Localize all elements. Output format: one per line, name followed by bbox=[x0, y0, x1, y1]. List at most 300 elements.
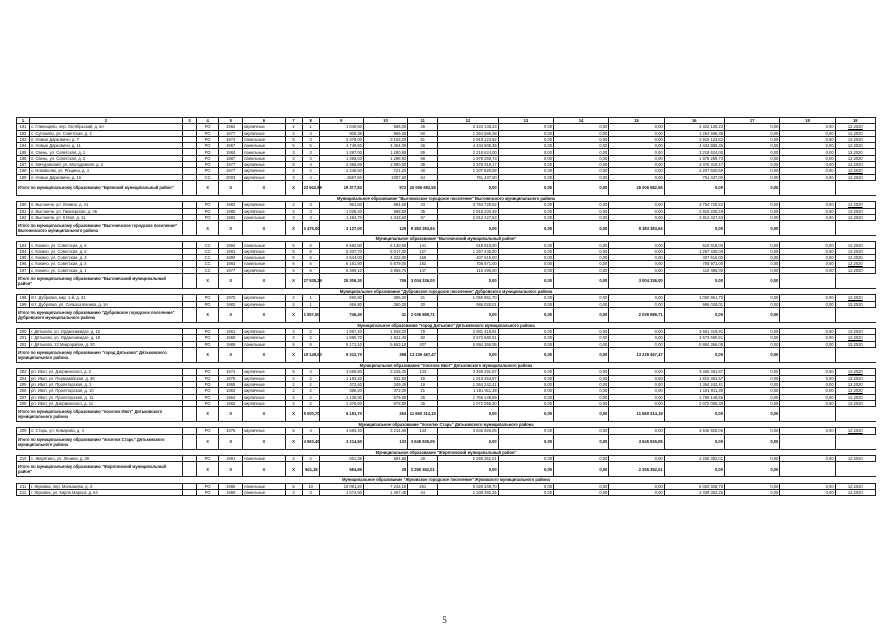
table-cell: 0,00 bbox=[724, 208, 779, 214]
table-cell: 2 bbox=[302, 335, 319, 341]
table-cell: 0,00 bbox=[780, 455, 835, 461]
table-cell: 932,50 bbox=[363, 375, 407, 381]
table-cell: 1 497,40 bbox=[363, 489, 407, 495]
column-number-header: 18 bbox=[780, 118, 835, 124]
address-cell: рп. Ивот, ул. Пролетарская, д. 11 bbox=[30, 394, 183, 400]
column-number-header: 13 bbox=[498, 118, 553, 124]
table-cell: 2 bbox=[302, 394, 319, 400]
table-cell: 12.2020 bbox=[835, 335, 875, 341]
subtotal-cell: 3 645 926,05 bbox=[609, 434, 664, 449]
table-cell: 1 286,92 bbox=[363, 155, 407, 161]
subtotal-cell: 27 935,29 bbox=[302, 273, 319, 288]
table-cell: 3 645 926,05 bbox=[664, 428, 724, 434]
column-number-header: 11 bbox=[408, 118, 438, 124]
table-cell: 0,00 bbox=[554, 162, 609, 168]
table-cell: 1 821,40 bbox=[363, 335, 407, 341]
subtotal-cell: X bbox=[219, 273, 243, 288]
table-cell: 1 181 911,39 bbox=[664, 388, 724, 394]
subtotal-cell: 29 bbox=[363, 462, 407, 477]
column-number-header: 3 bbox=[182, 118, 196, 124]
table-cell: 36 bbox=[408, 143, 438, 149]
subtotal-cell: 0,00 bbox=[438, 434, 498, 449]
table-cell: 0,00 bbox=[609, 168, 664, 174]
table-cell: 0,00 bbox=[498, 214, 553, 220]
column-number-header: 19 bbox=[835, 118, 875, 124]
table-cell: 1 040,60 bbox=[319, 124, 363, 130]
table-cell: СС bbox=[197, 267, 219, 273]
table-cell: 0,00 bbox=[554, 214, 609, 220]
subtotal-cell: 3 127,00 bbox=[319, 221, 363, 236]
table-cell: 4 bbox=[302, 428, 319, 434]
subtotal-cell: 13 239 467,47 bbox=[609, 348, 664, 363]
table-cell: кирпичные bbox=[243, 394, 285, 400]
table-cell: 6 020 348,70 bbox=[664, 483, 724, 489]
subtotal-cell: 0,00 bbox=[554, 462, 609, 477]
subtotal-row bbox=[17, 273, 876, 288]
table-cell: 0,00 bbox=[780, 388, 835, 394]
table-cell: 0,00 bbox=[554, 208, 609, 214]
table-cell: 0,00 bbox=[609, 155, 664, 161]
table-cell: 590,80 bbox=[319, 295, 363, 301]
table-cell: 0,00 bbox=[724, 489, 779, 495]
table-cell: РО bbox=[197, 369, 219, 375]
table-cell: 0,00 bbox=[498, 174, 553, 180]
table-cell: 0,00 bbox=[554, 455, 609, 461]
table-cell: 0,00 bbox=[780, 155, 835, 161]
table-cell: 1964 bbox=[219, 394, 243, 400]
table-cell: 3 bbox=[302, 155, 319, 161]
table-cell: 60 bbox=[408, 130, 438, 136]
subtotal-cell: 2 255 352,01 bbox=[609, 462, 664, 477]
subtotal-cell: 0,00 bbox=[664, 462, 724, 477]
table-cell: кирпичные bbox=[243, 400, 285, 406]
table-cell: 200 bbox=[17, 329, 30, 335]
table-cell: 1 264 596,38 bbox=[438, 130, 498, 136]
table-cell: 5 bbox=[285, 341, 302, 347]
table-cell: 0,00 bbox=[609, 202, 664, 208]
table-cell: 133 bbox=[408, 428, 438, 434]
table-cell: 141 bbox=[408, 242, 438, 248]
table-cell: РО bbox=[197, 483, 219, 489]
table-cell: 0,00 bbox=[554, 242, 609, 248]
table-cell: 0,00 bbox=[724, 202, 779, 208]
subtotal-cell: X bbox=[285, 307, 302, 322]
column-number-header: 7 bbox=[285, 118, 302, 124]
table-cell bbox=[182, 434, 196, 449]
table-cell: 386,20 bbox=[319, 388, 363, 394]
table-cell: 1 135,90 bbox=[319, 394, 363, 400]
table-cell: 5 879,00 bbox=[363, 261, 407, 267]
table-cell: 210 bbox=[17, 455, 30, 461]
table-cell: 12.2020 bbox=[835, 162, 875, 168]
table-cell: 372,00 bbox=[363, 388, 407, 394]
table-cell: панельные bbox=[243, 455, 285, 461]
table-cell: РО bbox=[197, 214, 219, 220]
subtotal-cell: 0,00 bbox=[498, 348, 553, 363]
table-cell: 6 130,80 bbox=[363, 242, 407, 248]
table-cell: 0,00 bbox=[498, 255, 553, 261]
table-cell: 21 bbox=[408, 295, 438, 301]
table-cell: 4 322,80 bbox=[363, 255, 407, 261]
subtotal-cell: 0,00 bbox=[498, 180, 553, 195]
table-cell: 3 bbox=[302, 214, 319, 220]
table-cell: 40 bbox=[408, 168, 438, 174]
subtotal-cell: X bbox=[285, 434, 302, 449]
table-cell: 1 050 961,70 bbox=[438, 295, 498, 301]
subtotal-cell: 0,00 bbox=[664, 348, 724, 363]
table-cell: 0,00 bbox=[724, 174, 779, 180]
table-cell: 906,38 bbox=[319, 130, 363, 136]
table-cell: 5 bbox=[285, 136, 302, 142]
table-cell: 0,00 bbox=[609, 143, 664, 149]
table-cell: 4 bbox=[302, 369, 319, 375]
table-cell: 1990 bbox=[219, 255, 243, 261]
table-cell: СС bbox=[197, 174, 219, 180]
table-cell: 12.2020 bbox=[835, 248, 875, 254]
table-cell: 193 bbox=[17, 242, 30, 248]
table-cell: 0,00 bbox=[498, 143, 553, 149]
subtotal-cell: X bbox=[197, 307, 219, 322]
table-cell: РО bbox=[197, 136, 219, 142]
table-cell: 192 bbox=[17, 214, 30, 220]
subtotal-cell: 0,00 bbox=[498, 221, 553, 236]
table-cell: 661,36 bbox=[319, 455, 363, 461]
table-cell: 2 bbox=[285, 202, 302, 208]
table-cell: 372,40 bbox=[319, 381, 363, 387]
table-cell: 12.2020 bbox=[835, 143, 875, 149]
table-cell: 0,00 bbox=[498, 375, 553, 381]
table-cell: 0,00 bbox=[724, 295, 779, 301]
table-cell: 1965 bbox=[219, 335, 243, 341]
table-cell: 5 bbox=[285, 242, 302, 248]
subtotal-cell: X bbox=[197, 180, 219, 195]
table-cell: 2 bbox=[285, 394, 302, 400]
subtotal-row bbox=[17, 348, 876, 363]
subtotal-cell: 11 660 314,19 bbox=[609, 407, 664, 422]
subtotal-cell: 661,36 bbox=[302, 462, 319, 477]
column-number-header: 9 bbox=[319, 118, 363, 124]
subtotal-cell: 41 bbox=[363, 307, 407, 322]
table-cell: 12.2020 bbox=[835, 168, 875, 174]
table-cell: 1977 bbox=[219, 130, 243, 136]
table-cell: 3 153,20 bbox=[363, 136, 407, 142]
table-cell: 0,00 bbox=[780, 168, 835, 174]
table-cell: 1 364 242,41 bbox=[438, 381, 498, 387]
table-cell: 0,00 bbox=[780, 483, 835, 489]
table-cell: 2 255 352,01 bbox=[664, 455, 724, 461]
table-cell: 20 bbox=[408, 301, 438, 307]
table-cell: 0,00 bbox=[609, 489, 664, 495]
table-cell: 0,00 bbox=[780, 400, 835, 406]
table-cell: 2 bbox=[285, 168, 302, 174]
table-cell: 1 bbox=[302, 124, 319, 130]
table-cell: кирпичные bbox=[243, 335, 285, 341]
table-cell: 0,00 bbox=[724, 255, 779, 261]
table-cell: 3 465 491,87 bbox=[438, 369, 498, 375]
table-cell: 708 971,00 bbox=[438, 261, 498, 267]
table-cell: кирпичные bbox=[243, 162, 285, 168]
address-cell: п. Новые Дарковичи, д. 7 bbox=[30, 136, 183, 142]
table-cell: 1967 bbox=[219, 143, 243, 149]
subtotal-cell: 0,00 bbox=[498, 407, 553, 422]
table-cell: 12.2020 bbox=[835, 267, 875, 273]
table-cell: 2 207 820,69 bbox=[438, 168, 498, 174]
subtotal-cell: 2 255 352,01 bbox=[408, 462, 438, 477]
table-cell: 45 bbox=[408, 124, 438, 130]
table-cell: 0,00 bbox=[609, 248, 664, 254]
table-cell bbox=[780, 307, 835, 322]
table-cell: 0,00 bbox=[554, 130, 609, 136]
table-cell: 865,60 bbox=[363, 130, 407, 136]
table-cell: 251 bbox=[408, 483, 438, 489]
table-cell: РО bbox=[197, 162, 219, 168]
table-cell: 0,00 bbox=[780, 255, 835, 261]
table-cell: РО bbox=[197, 394, 219, 400]
table-cell: 579,80 bbox=[363, 394, 407, 400]
table-cell: 12.2020 bbox=[835, 394, 875, 400]
subtotal-cell: X bbox=[219, 407, 243, 422]
column-number-header: 6 bbox=[243, 118, 285, 124]
table-cell: 0,00 bbox=[498, 329, 553, 335]
table-cell: 1 376,00 bbox=[319, 400, 363, 406]
table-cell: 0,00 bbox=[498, 168, 553, 174]
subtotal-cell: 10 149,00 bbox=[302, 348, 319, 363]
table-cell: 0,00 bbox=[554, 400, 609, 406]
table-cell: 2 919 123,82 bbox=[438, 136, 498, 142]
subtotal-cell: 0,00 bbox=[438, 462, 498, 477]
table-cell: 12.2020 bbox=[835, 400, 875, 406]
table-cell: 3 376 319,17 bbox=[438, 162, 498, 168]
table-cell: панельные bbox=[243, 149, 285, 155]
column-number-header: 4 bbox=[197, 118, 219, 124]
table-cell: 0,00 bbox=[554, 369, 609, 375]
table-cell: 0,00 bbox=[554, 136, 609, 142]
table-cell: 1 050 961,70 bbox=[664, 295, 724, 301]
table-cell: 1953 bbox=[219, 388, 243, 394]
table-cell: 3 956,70 bbox=[363, 267, 407, 273]
table-cell: 6 020 348,70 bbox=[438, 483, 498, 489]
table-cell: 25 bbox=[408, 394, 438, 400]
column-number-header: 15 bbox=[609, 118, 664, 124]
table-cell: 147 bbox=[408, 267, 438, 273]
table-cell: 3 bbox=[285, 174, 302, 180]
table-cell: кирпичные bbox=[243, 295, 285, 301]
table-cell: кирпичные bbox=[243, 124, 285, 130]
subtotal-cell: 0,00 bbox=[724, 434, 779, 449]
subtotal-cell: 0,00 bbox=[438, 348, 498, 363]
table-cell: 2 218 624,00 bbox=[664, 149, 724, 155]
subtotal-row bbox=[17, 462, 876, 477]
address-cell: с. Супонево, ул. Советская, д. 4 bbox=[30, 130, 183, 136]
section-heading: Муниципальное образование "Жирятинский муниципальный район" bbox=[17, 449, 876, 455]
table-cell: 5 bbox=[285, 261, 302, 267]
table-cell: 6 bbox=[302, 255, 319, 261]
table-cell: 2 422 146,23 bbox=[664, 124, 724, 130]
table-cell: 12.2020 bbox=[835, 255, 875, 261]
table-cell: СС bbox=[197, 248, 219, 254]
subtotal-cell: 755 bbox=[363, 273, 407, 288]
table-cell: 3 bbox=[285, 214, 302, 220]
table-cell: кирпичные bbox=[243, 428, 285, 434]
subtotal-cell: 1 057,60 bbox=[302, 307, 319, 322]
table-cell: 51 bbox=[408, 136, 438, 142]
table-cell: 12.2020 bbox=[835, 242, 875, 248]
table-cell: 6 bbox=[302, 267, 319, 273]
table-cell: 1 397,00 bbox=[319, 149, 363, 155]
address-cell: с. Глинищево, пер. Октябрьский, д. 6А bbox=[30, 124, 183, 130]
table-cell: 0,00 bbox=[498, 295, 553, 301]
table-cell: 0,00 bbox=[609, 369, 664, 375]
table-cell: 0,00 bbox=[554, 143, 609, 149]
subtotal-cell: 0,00 bbox=[724, 180, 779, 195]
address-cell: с. Кокино, ул. Советская, д. 1 bbox=[30, 267, 183, 273]
table-cell: кирпичные bbox=[243, 168, 285, 174]
table-cell: 35 bbox=[408, 208, 438, 214]
address-cell: с. Жирятино, ул. Ленина, д. 39 bbox=[30, 455, 183, 461]
subtotal-row bbox=[17, 180, 876, 195]
column-number-header: 2 bbox=[30, 118, 183, 124]
table-cell: 0,00 bbox=[609, 483, 664, 489]
table-cell: РО bbox=[197, 489, 219, 495]
table-cell: 0,00 bbox=[724, 483, 779, 489]
table-cell: 1 183,40 bbox=[319, 375, 363, 381]
table-cell: 0,00 bbox=[609, 267, 664, 273]
table-cell: 0,00 bbox=[780, 341, 835, 347]
table-cell: 1984 bbox=[219, 149, 243, 155]
table-cell: 466,80 bbox=[319, 301, 363, 307]
table-cell: 1980 bbox=[219, 208, 243, 214]
table-cell: 0,00 bbox=[609, 400, 664, 406]
table-cell: 0,00 bbox=[498, 208, 553, 214]
table-cell: 0,00 bbox=[609, 428, 664, 434]
table-cell: 1970 bbox=[219, 295, 243, 301]
table-cell: панельные bbox=[243, 255, 285, 261]
table-cell: РО bbox=[197, 455, 219, 461]
table-cell: 3 bbox=[302, 489, 319, 495]
table-cell: кирпичные bbox=[243, 301, 285, 307]
table-cell: 0,00 bbox=[554, 301, 609, 307]
table-cell: 3 754 725,52 bbox=[438, 202, 498, 208]
table-cell: 0,00 bbox=[780, 124, 835, 130]
table-cell: панельные bbox=[243, 136, 285, 142]
table-cell: РО bbox=[197, 124, 219, 130]
table-cell bbox=[182, 307, 196, 322]
table-cell: 12.2020 bbox=[835, 261, 875, 267]
table-cell: 407 616,00 bbox=[664, 255, 724, 261]
table-cell: 0,00 bbox=[554, 388, 609, 394]
table-cell: 3 bbox=[285, 329, 302, 335]
table-cell: 0,00 bbox=[554, 329, 609, 335]
address-cell: рп. Ивот, ул. Дзержинского, д. 11 bbox=[30, 400, 183, 406]
address-cell: с. Кокино, ул. Советская, д. 5 bbox=[30, 242, 183, 248]
section-heading: Муниципальное образование "поселок Старь" Дятьковского муниципального района bbox=[17, 422, 876, 428]
table-cell: 12.2020 bbox=[835, 208, 875, 214]
subtotal-cell: 0,00 bbox=[554, 273, 609, 288]
table-cell: РО bbox=[197, 388, 219, 394]
table-cell: 6 bbox=[302, 248, 319, 254]
table-cell: 110 496,00 bbox=[664, 267, 724, 273]
table-cell: 1962 bbox=[219, 124, 243, 130]
table-cell: 2 bbox=[285, 455, 302, 461]
subtotal-cell: X bbox=[197, 434, 219, 449]
table-cell bbox=[780, 434, 835, 449]
subtotal-cell: 13 239 467,47 bbox=[408, 348, 438, 363]
table-cell: 1977 bbox=[219, 267, 243, 273]
table-cell: 3 bbox=[302, 136, 319, 142]
table-cell: 751 437,00 bbox=[438, 174, 498, 180]
table-cell: 110 496,00 bbox=[438, 267, 498, 273]
table-cell: 33 bbox=[408, 202, 438, 208]
table-cell: РО bbox=[197, 208, 219, 214]
table-cell: 2 422 146,23 bbox=[438, 124, 498, 130]
table-cell: 2 812 427,63 bbox=[438, 214, 498, 220]
table-cell: 127 bbox=[408, 248, 438, 254]
table-cell: 2 bbox=[285, 208, 302, 214]
subtotal-cell: 0,00 bbox=[554, 180, 609, 195]
table-cell: 0,00 bbox=[554, 375, 609, 381]
subtotal-cell: X bbox=[197, 273, 219, 288]
table-cell: 12.2020 bbox=[835, 155, 875, 161]
table-cell: 1 181 911,39 bbox=[438, 388, 498, 394]
table-cell: 360,20 bbox=[363, 301, 407, 307]
subtotal-cell: 0,00 bbox=[498, 307, 553, 322]
table-cell: 0,00 bbox=[498, 301, 553, 307]
subtotal-cell: 0,00 bbox=[438, 307, 498, 322]
table-cell: 2 338 382,25 bbox=[438, 489, 498, 495]
table-cell: 2003 bbox=[219, 174, 243, 180]
table-cell: 211 bbox=[17, 483, 30, 489]
table-cell: 4 434 905,36 bbox=[438, 143, 498, 149]
subtotal-cell: 0,00 bbox=[724, 462, 779, 477]
subtotal-cell: 0,00 bbox=[554, 348, 609, 363]
subtotal-label: Итого по муниципальному образованию "город Дятьково" Дятьковского муниципального района bbox=[17, 348, 183, 363]
table-cell: 1982 bbox=[219, 301, 243, 307]
subtotal-cell: 2 036 989,71 bbox=[609, 307, 664, 322]
table-cell: 0,00 bbox=[554, 202, 609, 208]
table-cell bbox=[182, 348, 196, 363]
table-cell: 186 bbox=[17, 155, 30, 161]
table-cell: кирпичные bbox=[243, 388, 285, 394]
table-cell: 0,00 bbox=[609, 394, 664, 400]
table-cell: 205 bbox=[17, 381, 30, 387]
table-cell: 1 810 463,67 bbox=[438, 375, 498, 381]
table-cell: 4 434 905,36 bbox=[664, 143, 724, 149]
table-cell: 1991 bbox=[219, 248, 243, 254]
table-cell: 0,00 bbox=[609, 208, 664, 214]
address-cell: г. Жуковка, ул. Карла Маркса, д. 64 bbox=[30, 489, 183, 495]
table-cell: 0,00 bbox=[724, 162, 779, 168]
housing-repair-table bbox=[16, 117, 876, 496]
table-cell: 12.2020 bbox=[835, 341, 875, 347]
subtotal-cell: 0,00 bbox=[664, 221, 724, 236]
subtotal-cell: 0,00 bbox=[438, 180, 498, 195]
table-cell: 6 151,80 bbox=[319, 261, 363, 267]
table-cell bbox=[182, 273, 196, 288]
table-cell: 3 bbox=[285, 149, 302, 155]
table-cell: 1 978 259,73 bbox=[664, 155, 724, 161]
table-cell: 0,00 bbox=[498, 394, 553, 400]
table-cell: 3 681 419,91 bbox=[438, 329, 498, 335]
address-cell: с. Кокино, ул. Советская, д. 4 bbox=[30, 261, 183, 267]
table-cell: РО bbox=[197, 130, 219, 136]
table-cell: 0,00 bbox=[498, 335, 553, 341]
table-cell: 4 665,80 bbox=[319, 369, 363, 375]
table-cell: 0,00 bbox=[498, 261, 553, 267]
table-cell: 12.2020 bbox=[835, 136, 875, 142]
table-cell: 0,00 bbox=[780, 208, 835, 214]
subtotal-cell: 0,00 bbox=[438, 221, 498, 236]
subtotal-cell: 368 bbox=[363, 348, 407, 363]
